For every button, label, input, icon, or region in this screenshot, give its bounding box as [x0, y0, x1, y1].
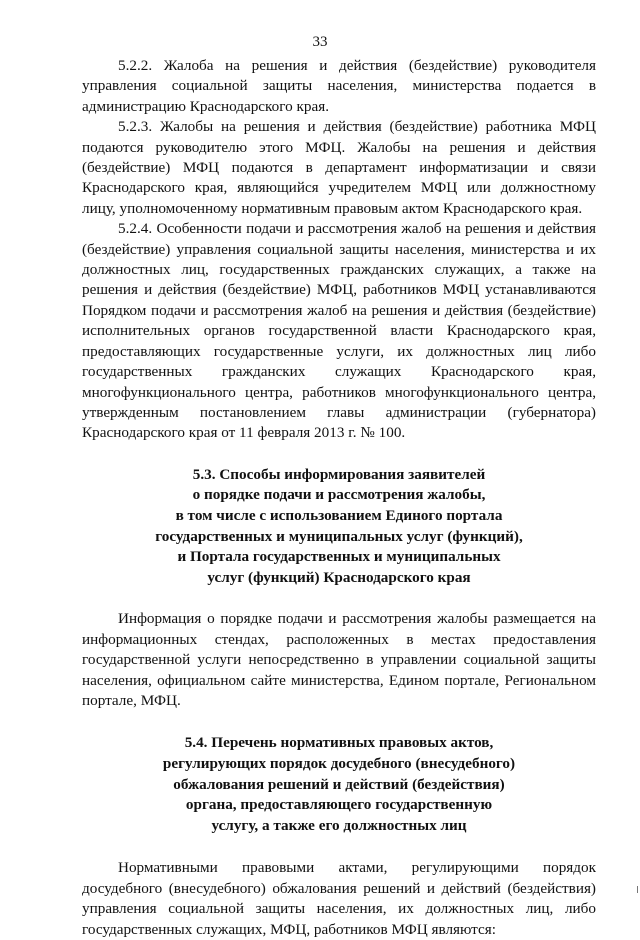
paragraph-5-2-3: 5.2.3. Жалобы на решения и действия (бездействие) работника МФЦ подаются руководителю этого МФЦ. Жалобы на решения и действия (бездействие) МФЦ подаются в департамент информатизации и связи Краснодарского края, являющийся учредителем МФЦ или должностному лицу, уполномоченному нормативным правовым актом Краснодарского края.: [82, 118, 596, 217]
heading-line: в том числе с использованием Единого портала: [175, 506, 503, 524]
heading-line: регулирующих порядок досудебного (внесудебного): [162, 754, 516, 772]
section-heading-5-3: [82, 465, 596, 589]
heading-line: и Портала государственных и муниципальных: [177, 548, 501, 566]
heading-line: услугу, а также его должностных лиц: [211, 816, 467, 834]
paragraph-5-2-4: 5.2.4. Особенности подачи и рассмотрения жалоб на решения и действия (бездействие) управления социальной защиты населения, министерства и их должностных лиц, государственных гражданских служащих, а также на решения и действия (бездействие) МФЦ, работников МФЦ устанавливаются Порядком подачи и рассмотрения жалоб на решения и действия (бездействие) исполнительных органов государственной власти Краснодарского края, предоставляющих государственные услуги, их должностных лиц либо государственных гражданских служащих Краснодарского края, многофункционального центра, работников многофункционального центра, утвержденным постановлением главы администрации (губернатора) Краснодарского края от 11 февраля 2013 г. № 100.: [82, 220, 596, 442]
page-number: 33: [312, 34, 328, 50]
heading-line: 5.4. Перечень нормативных правовых актов,: [184, 734, 494, 752]
section-heading-5-4: [82, 733, 596, 836]
paragraph-5-2-2: 5.2.2. Жалоба на решения и действия (бездействие) руководителя управления социальной защиты населения, министерства подается в администрацию Краснодарского края.: [82, 57, 596, 115]
heading-line: органа, предоставляющего государственную: [185, 796, 493, 814]
heading-line: 5.3. Способы информирования заявителей: [192, 465, 486, 483]
heading-line: услуг (функций) Краснодарского края: [207, 568, 471, 586]
paragraph-information: Информация о порядке подачи и рассмотрения жалобы размещается на информационных стендах, расположенных в местах предоставления государственной услуги непосредственно в управлении социальной защиты населения, официальном сайте министерства, Едином портале, Региональном портале, МФЦ.: [82, 610, 596, 709]
document-body: [82, 56, 596, 940]
scan-margin-mark: [637, 886, 638, 893]
heading-line: государственных и муниципальных услуг (функций),: [155, 527, 523, 545]
paragraph-normative-acts: Нормативными правовыми актами, регулирующими порядок досудебного (внесудебного) обжалования решений и действий (бездействия) управления социальной защиты населения, их должностных лиц, либо государственных служащих, МФЦ, работников МФЦ являются:: [82, 859, 596, 938]
heading-line: о порядке подачи и рассмотрения жалобы,: [192, 486, 486, 504]
heading-line: обжалования решений и действий (бездействия): [173, 775, 505, 793]
